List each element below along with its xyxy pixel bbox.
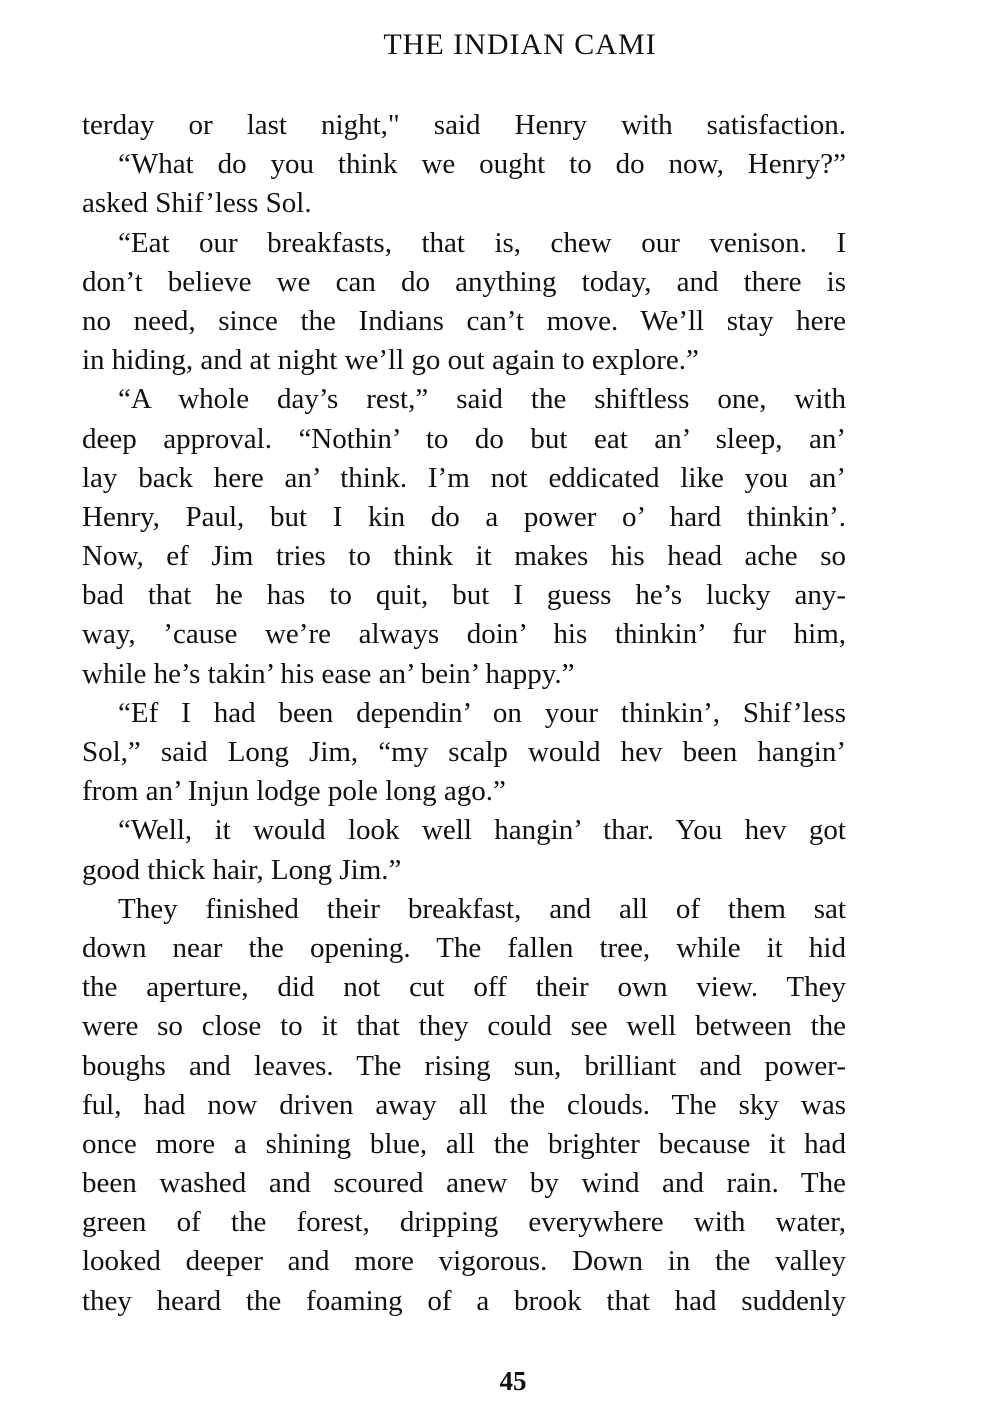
text-line: down near the opening. The fallen tree, while it hid [82,931,846,964]
text-line: in hiding, and at night we’ll go out again to explore.” [82,344,699,377]
text-line: “Ef I had been dependin’ on your thinkin’, Shif’less [118,696,846,729]
text-line: Henry, Paul, but I kin do a power o’ hard thinkin’. [82,500,846,533]
text-line: while he’s takin’ his ease an’ bein’ happy.” [82,657,575,690]
text-line: terday or last night," said Henry with satisfaction. [82,109,846,141]
text-line: boughs and leaves. The rising sun, brilliant and power- [82,1049,846,1082]
text-line: “Well, it would look well hangin’ thar. You hev got [118,814,846,847]
text-line: Now, ef Jim tries to think it makes his head ache so [82,540,846,573]
text-line: been washed and scoured anew by wind and rain. The [82,1167,846,1200]
text-line: lay back here an’ think. I’m not eddicated like you an’ [82,461,846,494]
text-line: the aperture, did not cut off their own view. They [82,971,846,1004]
page-number: 45 [499,1366,527,1396]
text-line: “What do you think we ought to do now, Henry?” [118,148,846,181]
text-line: don’t believe we can do anything today, and there is [82,265,846,298]
text-line: from an’ Injun lodge pole long ago.” [82,775,506,808]
text-line: way, ’cause we’re always doin’ his thinkin’ fur him, [82,618,846,651]
text-line: good thick hair, Long Jim.” [82,853,402,886]
text-line: bad that he has to quit, but I guess he’s lucky any- [82,579,846,612]
text-line: they heard the foaming of a brook that had suddenly [82,1284,846,1317]
text-line: looked deeper and more vigorous. Down in the valley [82,1245,846,1278]
text-line: ful, had now driven away all the clouds. The sky was [82,1088,846,1121]
text-line: “Eat our breakfasts, that is, chew our venison. I [118,226,846,259]
text-line: green of the forest, dripping everywhere with water, [82,1206,846,1239]
text-line: deep approval. “Nothin’ to do but eat an’ sleep, an’ [82,422,846,455]
body-text [82,106,846,1321]
text-line: asked Shif’less Sol. [82,187,312,220]
text-line: “A whole day’s rest,” said the shiftless one, with [118,383,846,416]
running-header: THE INDIAN CAMI [383,28,657,61]
text-line: no need, since the Indians can’t move. We’ll stay here [82,304,846,337]
text-line: were so close to it that they could see well between the [82,1010,846,1043]
text-line: They finished their breakfast, and all of them sat [118,892,846,925]
text-line: once more a shining blue, all the brighter because it had [82,1127,846,1160]
text-line: Sol,” said Long Jim, “my scalp would hev been hangin’ [82,736,846,768]
